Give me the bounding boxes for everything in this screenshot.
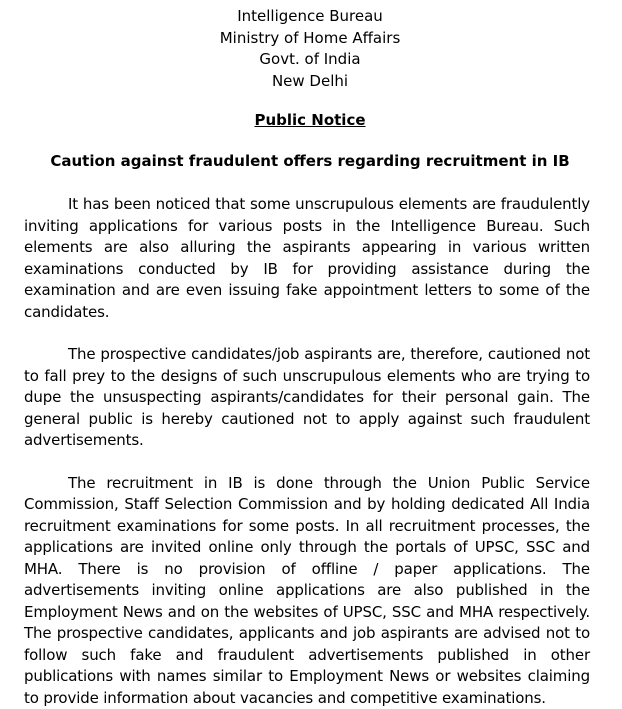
notice-title: Public Notice xyxy=(30,110,590,131)
notice-subject: Caution against fraudulent offers regarding recruitment in IB xyxy=(30,151,590,172)
header-organization: Intelligence Bureau xyxy=(30,6,590,28)
issuer-header xyxy=(30,6,590,92)
header-city: New Delhi xyxy=(30,71,590,93)
paragraph-caution: The prospective candidates/job aspirants are, therefore, cautioned not to fall prey to the designs of such unscrupulous elements who are trying to dupe the unsuspecting aspirants/candidates for their personal gain. The general public is hereby cautioned not to apply against such fraudulent advertisements. xyxy=(24,344,590,452)
paragraph-recruitment-process: The recruitment in IB is done through the Union Public Service Commission, Staff Selection Commission and by holding dedicated All India recruitment examinations for some posts. In all recruitment processes, the applications are invited online only through the portals of UPSC, SSC and MHA. There is no provision of offline / paper applications. The advertisements inviting online applications are also published in the Employment News and on the websites of UPSC, SSC and MHA respectively. The prospective candidates, applicants and job aspirants are advised not to follow such fake and fraudulent advertisements published in other publications with names similar to Employment News or websites claiming to provide information about vacancies and competitive examinations. xyxy=(24,473,590,709)
header-government: Govt. of India xyxy=(30,49,590,71)
header-ministry: Ministry of Home Affairs xyxy=(30,28,590,50)
paragraph-fraud-notice: It has been noticed that some unscrupulous elements are fraudulently inviting applications for various posts in the Intelligence Bureau. Such elements are also alluring the aspirants appearing in various written examinations conducted by IB for providing assistance during the examination and are even issuing fake appointment letters to some of the candidates. xyxy=(24,194,590,323)
